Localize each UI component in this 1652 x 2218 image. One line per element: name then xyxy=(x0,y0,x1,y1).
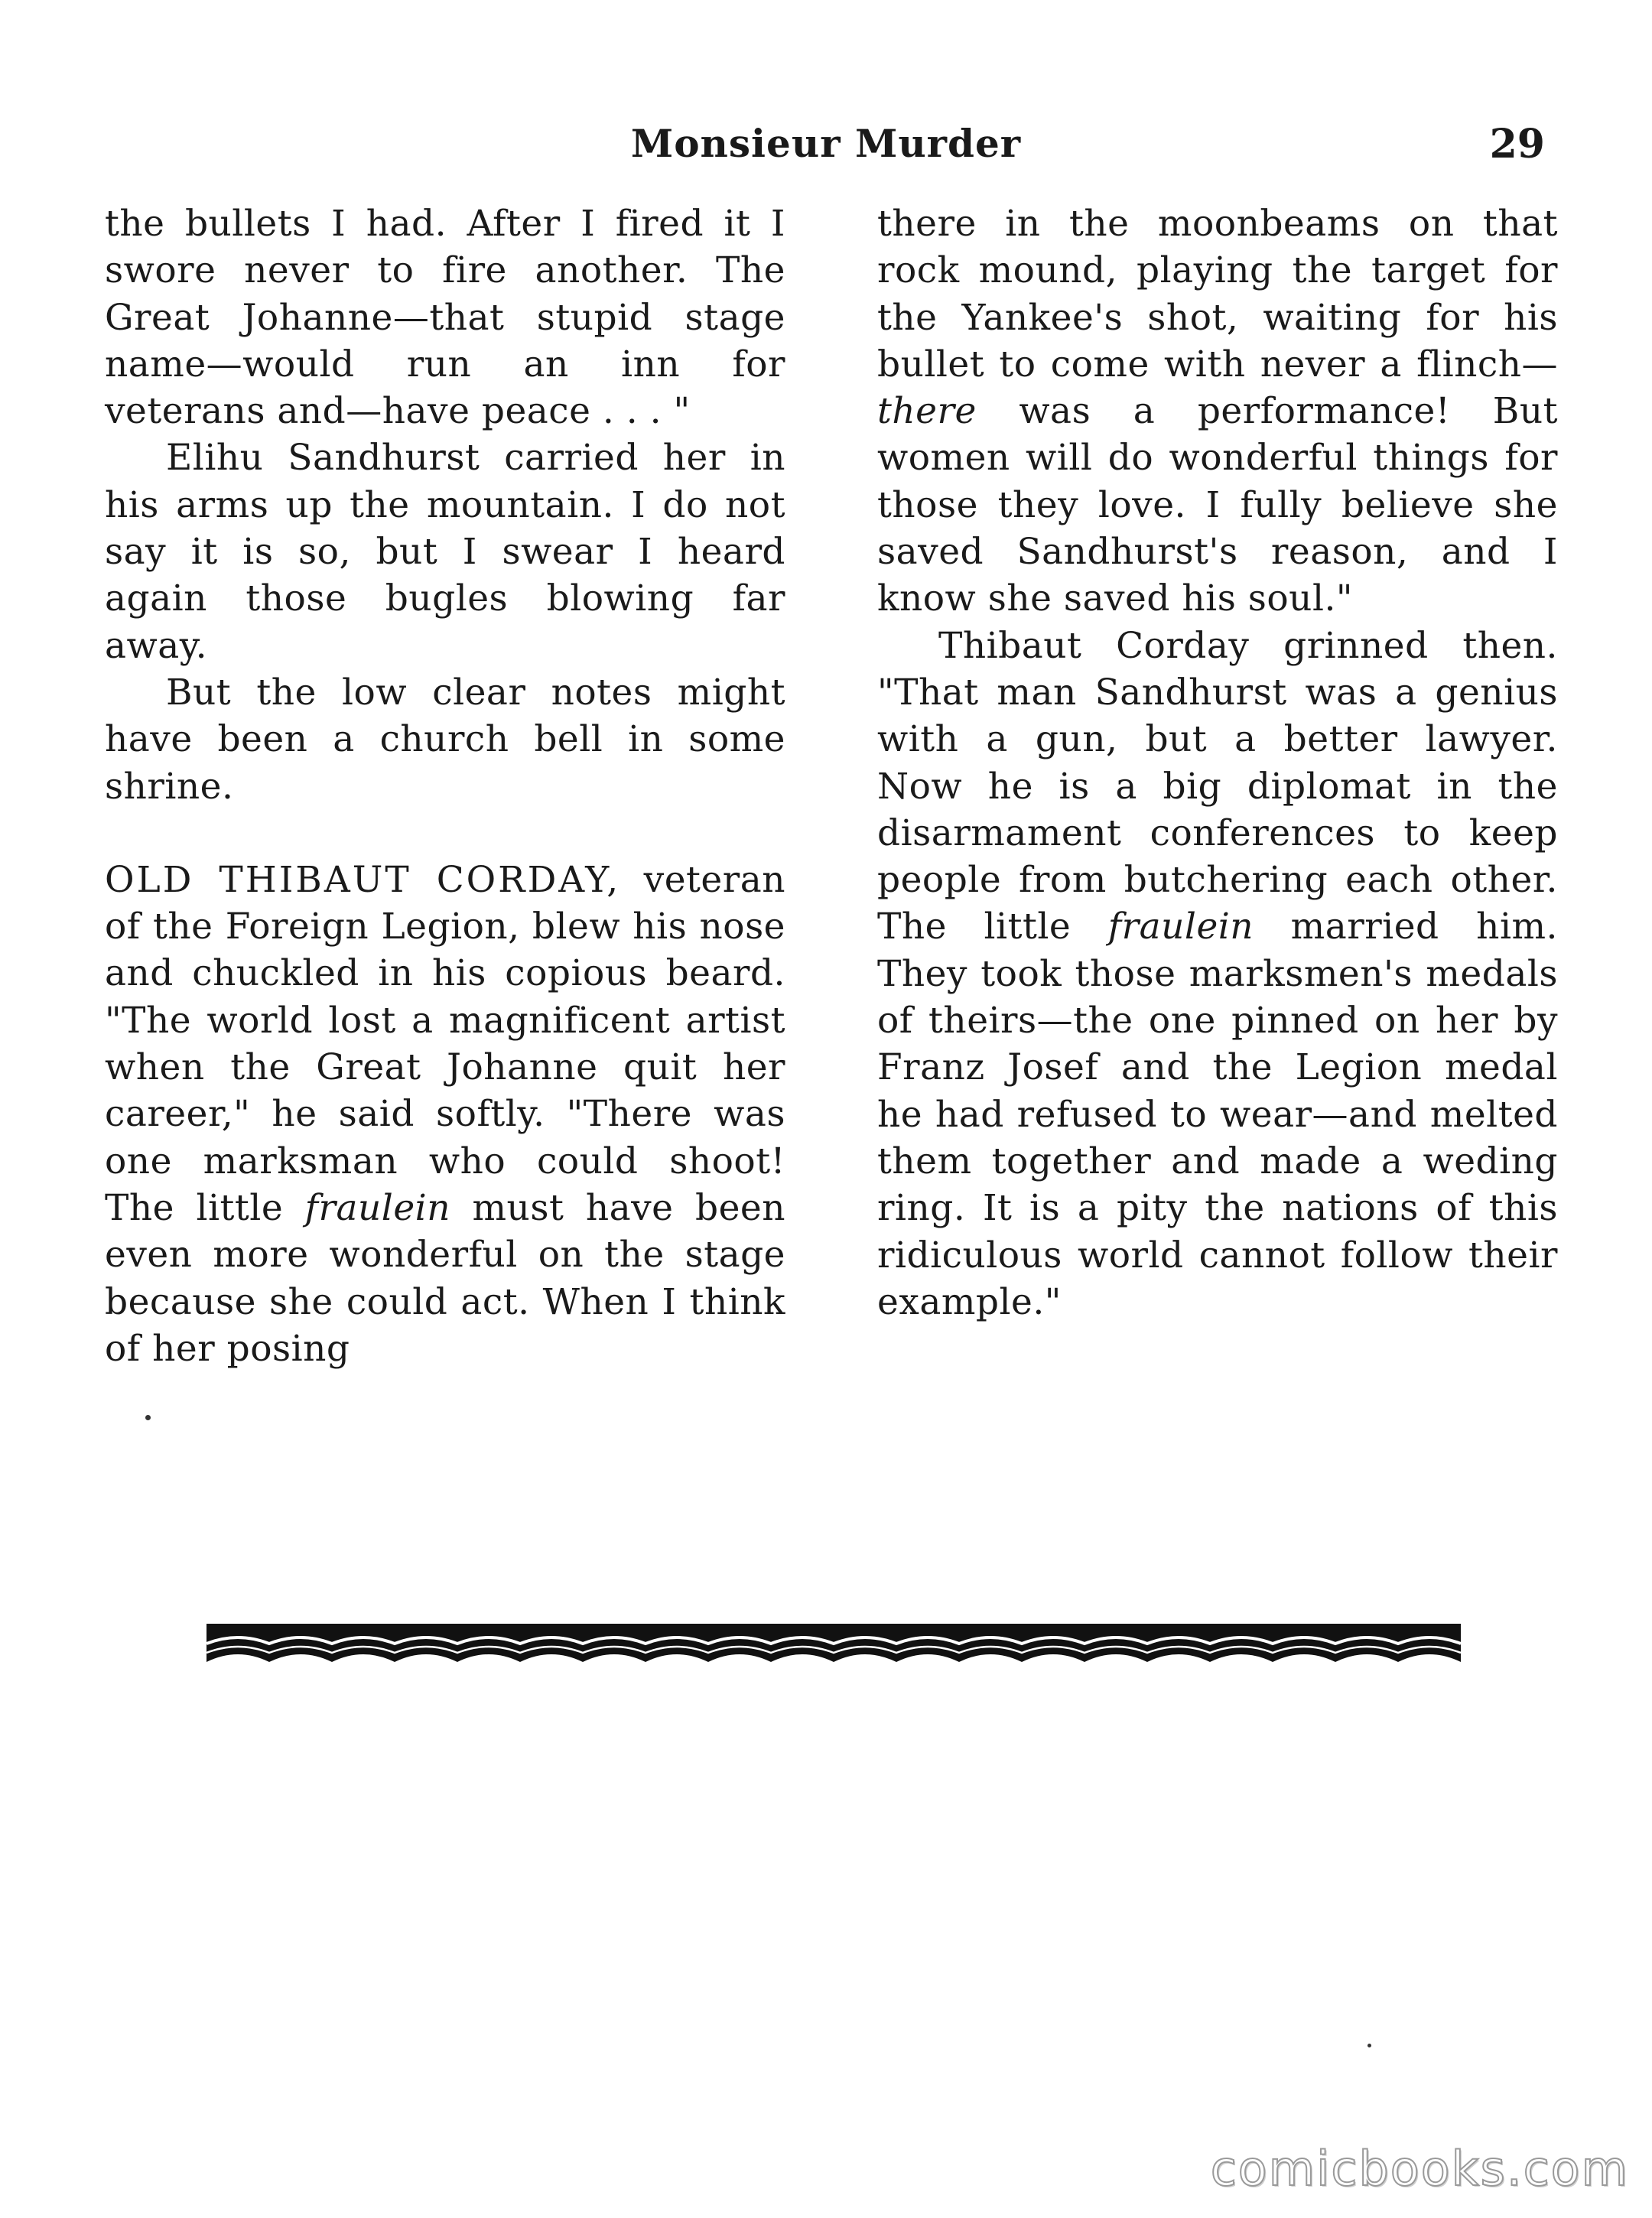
paragraph-text: Thibaut Corday grinned then. "That man Sandhurst was a genius with a gun, but a better lawyer. Now he is a big diplomat in the disarmament conferences to keep people from butchering each other. The little xyxy=(877,624,1558,948)
running-head xyxy=(0,121,1652,182)
page-number: 29 xyxy=(1489,121,1545,167)
paragraph-text: must have been even more wonderful on the stage because she could act. When I think of her posing xyxy=(105,1186,786,1370)
italic-word: fraulein xyxy=(304,1186,450,1229)
paragraph-church-bell: But the low clear notes might have been a church bell in some shrine. xyxy=(105,671,785,808)
watermark: comicbooks.com xyxy=(1210,2141,1629,2197)
paragraph-text: married him. They took those marksmen's medals of theirs—the one pinned on her by Franz Josef and the Legion medal he had refused to wear—and melted them together and made a weding ring. It is a pity the nations of this ridiculous world cannot follow their example." xyxy=(877,906,1558,1323)
paragraph-continued: the bullets I had. After I fired it I swore never to fire another. The Great Johanne—that stupid stage name—would run an inn for veterans and—have peace . . . " xyxy=(105,203,785,433)
paragraph-thibaut-corday xyxy=(105,857,785,1372)
italic-word: fraulein xyxy=(1107,906,1254,948)
paragraph-text: there in the moonbeams on that rock mound, playing the target for the Yankee's shot, waiting for his bullet to come with never a flinch— xyxy=(877,203,1558,385)
italic-word: there xyxy=(877,390,977,433)
paragraph-corday-grinned xyxy=(877,623,1558,1325)
wavy-rule-ornament xyxy=(206,1624,1461,1670)
stray-dot xyxy=(145,1415,151,1420)
left-column xyxy=(105,200,785,1372)
running-title: Monsieur Murder xyxy=(630,121,1022,166)
paragraph-sandhurst: Elihu Sandhurst carried her in his arms up the mountain. I do not say it is so, but I swear I heard again those bugles blowing far away. xyxy=(105,437,785,667)
paragraph-text: was a performance! But women will do wonderful things for those they love. I fully believe she saved Sandhurst's reason, and I know she saved his soul." xyxy=(877,390,1558,620)
section-lead-in: OLD THIBAUT CORDAY, xyxy=(105,858,621,901)
paragraph-text: veteran of the Foreign Legion, blew his nose and chuckled in his copious beard. "The world lost a magnificent artist when the Great Johanne quit her career," he said softly. "There was one marksman who could shoot! The little xyxy=(105,858,785,1229)
stray-dot xyxy=(1367,2044,1371,2047)
paragraph-continued xyxy=(877,200,1558,623)
right-column xyxy=(877,200,1558,1325)
